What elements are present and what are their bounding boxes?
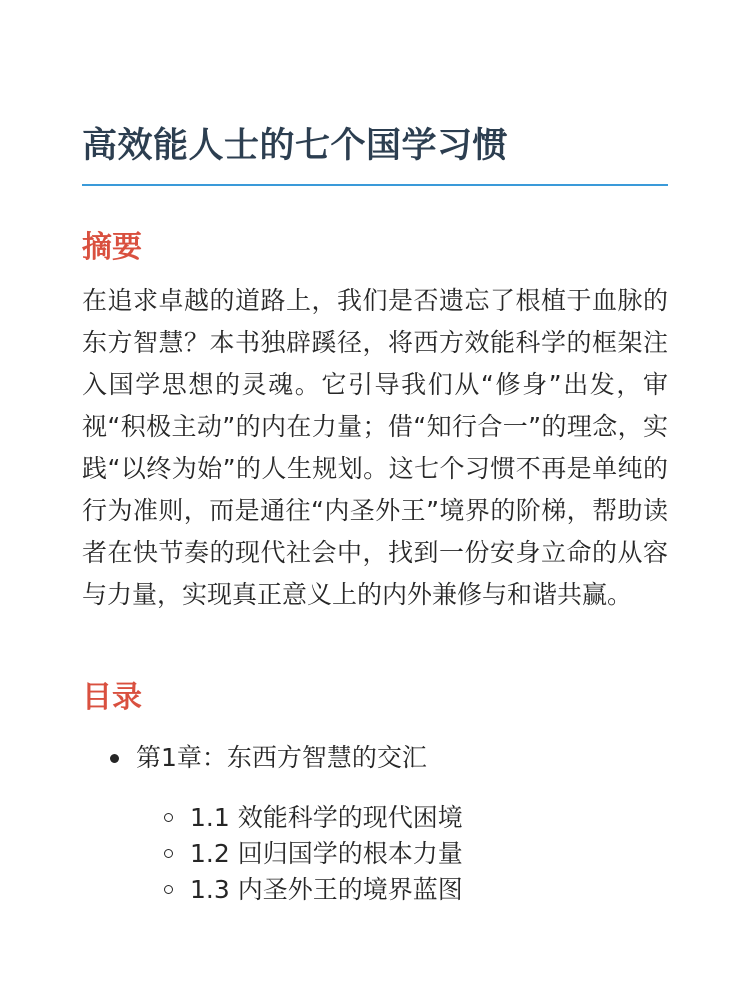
section-label: 1.2 回归国学的根本力量 xyxy=(190,839,463,868)
section-label: 1.1 效能科学的现代困境 xyxy=(190,803,463,832)
bullet-circle-icon xyxy=(164,885,173,894)
bullet-disc-icon xyxy=(110,754,119,763)
section-label: 1.3 内圣外王的境界蓝图 xyxy=(190,875,463,904)
toc-section-1-3 xyxy=(136,872,668,908)
toc-section-1-2 xyxy=(136,836,668,872)
abstract-heading: 摘要 xyxy=(82,230,142,265)
title-divider xyxy=(82,184,668,186)
toc-heading: 目录 xyxy=(82,680,142,715)
toc-chapter-1 xyxy=(82,738,668,908)
table-of-contents xyxy=(82,738,668,908)
abstract-text: 在追求卓越的道路上，我们是否遗忘了根植于血脉的东方智慧？本书独辟蹊径，将西方效能科学的框架注入国学思想的灵魂。它引导我们从“修身”出发，审视“积极主动”的内在力量；借“知行合一”的理念，实践“以终为始”的人生规划。这七个习惯不再是单纯的行为准则，而是通往“内圣外王”境界的阶梯，帮助读者在快节奏的现代社会中，找到一份安身立命的从容与力量，实现真正意义上的内外兼修与和谐共赢。 xyxy=(82,286,668,609)
bullet-circle-icon xyxy=(164,849,173,858)
toc-section-1-1 xyxy=(136,800,668,836)
document-title: 高效能人士的七个国学习惯 xyxy=(82,126,509,166)
chapter-1-sections xyxy=(136,800,668,908)
bullet-circle-icon xyxy=(164,813,173,822)
chapter-label: 第1章：东西方智慧的交汇 xyxy=(136,743,427,772)
